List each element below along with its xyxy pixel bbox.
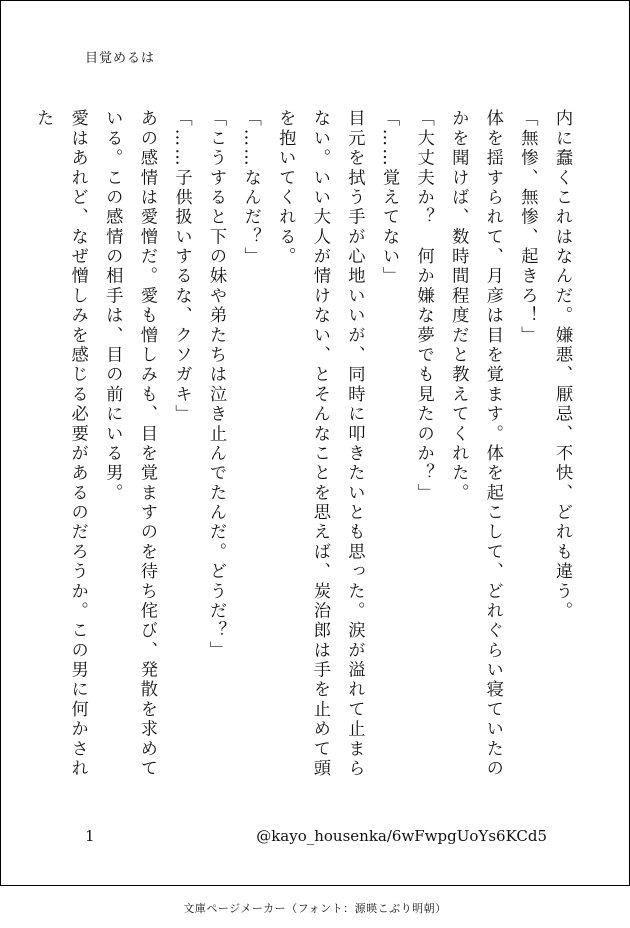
paragraph: 体を揺すられて、月彦は目を覚ます。体を起こして、どれぐらい寝ていたのかを聞けば、数時間程度だと教えてくれた。 (448, 109, 503, 779)
page-number: 1 (85, 827, 95, 845)
paragraph: 「……なんだ？」 (240, 109, 261, 267)
paragraph: 「無惨、無惨、起きろ！」 (517, 109, 538, 346)
generator-credit: 文庫ページメーカー（フォント：源暎こぶり明朝） (183, 902, 447, 915)
paragraph: 「……覚えてない」 (379, 109, 400, 287)
paragraph: 内に蠢くこれはなんだ。嫌悪、厭忌、不快、どれも違う。 (552, 109, 572, 621)
running-title: 目覚めるは (85, 51, 156, 66)
author-handle: @kayo_housenka/6wFwpgUoYs6KCd5 (256, 827, 547, 845)
paragraph: 愛はあれど、なぜ憎しみを感じる必要があるのだろうか。この男に何かされた (33, 109, 88, 779)
paragraph: 「大丈夫か？ 何か嫌な夢でも見たのか？」 (413, 109, 434, 503)
paragraph: 「こうすると下の妹や弟たちは泣き止んでたんだ。どうだ？」 (206, 109, 227, 661)
paragraph: 目元を拭う手が心地いいが、同時に叩きたいとも思った。涙が溢れて止まらない。いい大人が情けない、とそんなことを思えば、炭治郎は手を止めて頭を抱いてくれる。 (275, 109, 365, 779)
body-text (26, 109, 580, 789)
paragraph: 「……子供扱いするな、クソガキ」 (171, 109, 192, 425)
paragraph: あの感情は愛憎だ。愛も憎しみも、目を覚ますのを待ち侘び、発散を求めている。この感情の相手は、目の前にいる男。 (102, 109, 157, 779)
